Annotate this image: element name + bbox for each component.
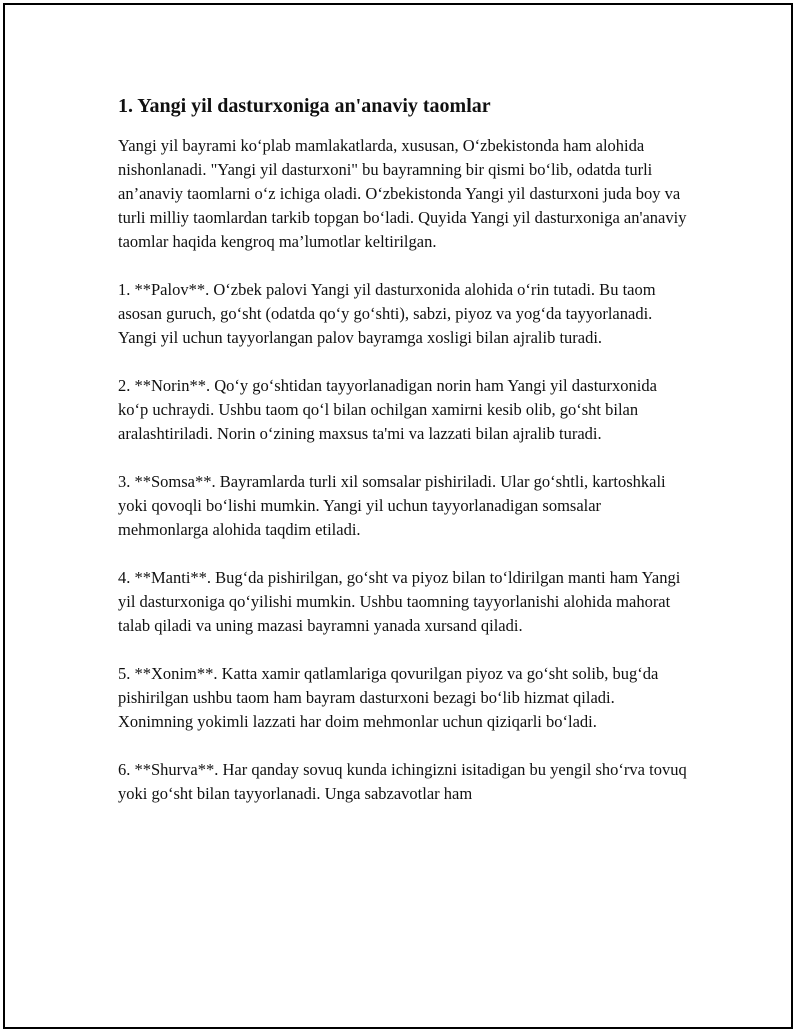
- paragraph-manti: 4. **Manti**. Bug‘da pishirilgan, go‘sht va piyoz bilan to‘ldirilgan manti ham Yangi yil dasturxoniga qo‘yilishi mumkin. Ushbu taomning tayyorlanishi alohida mahorat talab qiladi va uning mazasi bayramni yanada xursand qiladi.: [118, 568, 681, 635]
- document-body: [118, 92, 688, 830]
- paragraph-norin: 2. **Norin**. Qo‘y go‘shtidan tayyorlanadigan norin ham Yangi yil dasturxonida ko‘p uchraydi. Ushbu taom qo‘l bilan ochilgan xamirni kesib olib, go‘sht bilan aralashtiriladi. Norin o‘zining maxsus ta'mi va lazzati bilan ajralib turadi.: [118, 376, 657, 443]
- paragraph-shurva: 6. **Shurva**. Har qanday sovuq kunda ichingizni isitadigan bu yengil sho‘rva tovuq yoki go‘sht bilan tayyorlanadi. Unga sabzavotlar ham: [118, 760, 687, 803]
- paragraph-somsa: 3. **Somsa**. Bayramlarda turli xil somsalar pishiriladi. Ular go‘shtli, kartoshkali yoki qovoqli bo‘lishi mumkin. Yangi yil uchun tayyorlanadigan somsalar mehmonlarga alohida taqdim etiladi.: [118, 472, 666, 539]
- document-title: 1. Yangi yil dasturxoniga an'anaviy taomlar: [118, 95, 491, 117]
- paragraph-palov: 1. **Palov**. O‘zbek palovi Yangi yil dasturxonida alohida o‘rin tutadi. Bu taom asosan guruch, go‘sht (odatda qo‘y go‘shti), sabzi, piyoz va yog‘da tayyorlanadi. Yangi yil uchun tayyorlangan palov bayramga xosligi bilan ajralib turadi.: [118, 280, 656, 347]
- paragraph-xonim: 5. **Xonim**. Katta xamir qatlamlariga qovurilgan piyoz va go‘sht solib, bug‘da pishirilgan ushbu taom ham bayram dasturxoni bezagi bo‘lib hizmat qiladi. Xonimning yokimli lazzati har doim mehmonlar uchun qiziqarli bo‘ladi.: [118, 664, 659, 731]
- intro-paragraph: Yangi yil bayrami ko‘plab mamlakatlarda, xususan, O‘zbekistonda ham alohida nishonlanadi. "Yangi yil dasturxoni" bu bayramning bir qismi bo‘lib, odatda turli an’anaviy taomlarni o‘z ichiga oladi. O‘zbekistonda Yangi yil dasturxoni juda boy va turli milliy taomlardan tarkib topgan bo‘ladi. Quyida Yangi yil dasturxoniga an'anaviy taomlar haqida kengroq ma’lumotlar keltirilgan.: [118, 136, 687, 251]
